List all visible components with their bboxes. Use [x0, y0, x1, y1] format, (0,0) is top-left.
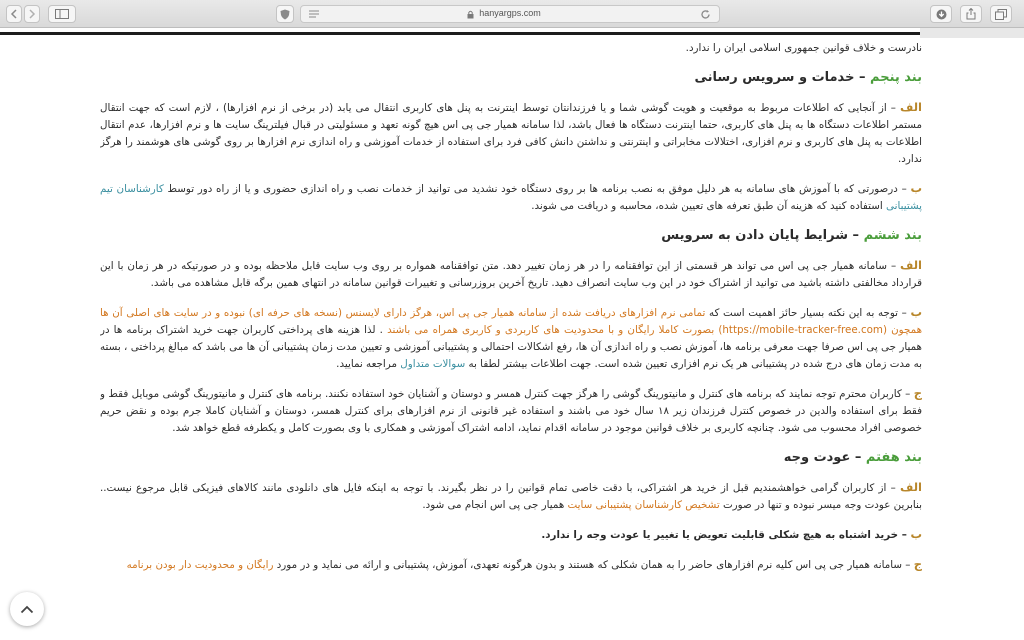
terms-article — [100, 40, 922, 640]
sidebar-button[interactable] — [48, 5, 76, 23]
item-text: کاربران محترم توجه نمایند که برنامه های کنترل و مانیتورینگ گوشی را هرگز جهت کنترل همسر و دوستان و آشنایان خود استفاده نکنند. برنامه های کنترل و مانیتورینگ گوشی موبایل فقط و فقط برای استفاده والدین در خصوص کنترل فرزندان زیر ۱۸ سال خود می باشند و استفاده غیر قانونی از نرم افزارهای برای کنترل همسر، دوستان و آشنایان کاملا جرم بوده و نقض حریم خصوصی افراد محسوب می شود. چنانچه کاربری بر خلاف قوانین موجود در سامانه اقدام نماید، ادامه اشتراک آموزشی و همکاری با وی بصورت کامل و یکطرفه قطع خواهد شد. — [100, 388, 922, 434]
item-text: از آنجایی که اطلاعات مربوط به موقعیت و هویت گوشی شما و یا فرزندانتان توسط اینترنت به پنل های کاربری انتقال می یابد (در برخی از نرم افزارها) ، لازم است که جهت انتقال مستمر اطلاعات دستگاه ها به پنل های کاربری، حتما اینترنت دستگاه ها فعال باشد، لذا سامانه همیار جی پی اس هیچ گونه تعهد و مسئولیتی در قبال فیلترینگ سایت ها و نرم افزارها، عدم انتقال اطلاعات به پنل های کاربری و نرم افزاری، اختلالات مخابراتی و اینترنتی و نداشتن دانش کافی فرد برای استفاده از خدمات آموزشی و راه اندازی نرم افزارها بر روی گوشی های هوشمند را هرگز ندارد. — [100, 102, 922, 165]
item-label: الف — [900, 480, 922, 494]
item-dash: – — [901, 388, 911, 400]
item-text: خرید اشتباه به هیچ شکلی قابلیت تعویض یا تغییر یا عودت وجه را ندارد. — [541, 529, 899, 541]
sidebar-icon — [55, 9, 69, 19]
header-side-strip — [920, 28, 1024, 38]
download-icon — [936, 9, 947, 20]
section-7-item-c — [100, 556, 922, 574]
section-5-heading — [100, 69, 922, 87]
item-text: درصورتی که با آموزش های سامانه به هر دلیل موفق به نصب برنامه ها بر روی دستگاه خود نشدید می توانید از خدمات نصب و راه اندازی حضوری و یا از راه دور توسط — [163, 183, 898, 195]
scroll-to-top-button[interactable] — [10, 592, 44, 626]
item-text: . لذا هزینه های پرداختی کاربران جهت خرید اشتراک برنامه ها در همیار جی پی اس صرفا جهت معرفی برنامه ها، آموزش نصب و راه اندازی آن ها، رفع اشکالات احتمالی و پشتیبانی آموزشی و تعیین مدت زمان پشتیبانی آن ها می باشد که مبالغ پرداختی ، بسته به مدت زمان های درج شده در پشتیبانی هر یک نرم افزاری تعیین شده است. جهت اطلاعات بیشتر لطفا به — [100, 324, 922, 370]
section-6-heading — [100, 227, 922, 245]
section-6-item-c — [100, 385, 922, 437]
share-icon — [966, 8, 976, 20]
section-5-item-b — [100, 180, 922, 215]
address-bar[interactable] — [300, 5, 720, 23]
item-dash: – — [898, 529, 907, 541]
item-label: ب — [910, 527, 922, 541]
item-dash: – — [886, 102, 896, 114]
tabs-icon — [995, 9, 1007, 20]
item-label: الف — [900, 100, 922, 114]
download-button[interactable] — [930, 5, 952, 23]
section-6-item-a — [100, 257, 922, 292]
privacy-button[interactable] — [276, 5, 294, 23]
item-label: ب — [910, 305, 922, 319]
url-text: hanyargps.com — [479, 8, 541, 18]
forward-button[interactable] — [24, 5, 40, 23]
chevron-up-icon — [20, 605, 34, 614]
item-label: ج — [913, 386, 922, 400]
item-label: ج — [913, 557, 922, 571]
section-6-title: شرایط پایان دادن به سرویس — [661, 228, 848, 243]
section-5-label: بند پنجم — [870, 70, 922, 85]
reload-icon[interactable] — [700, 9, 711, 20]
item-text: سامانه همیار جی پی اس می تواند هر قسمتی از این توافقنامه را در هر زمان تغییر دهد. متن توافقنامه همواره بر روی وب سایت قابل ملاحظه بوده و در صورتیکه در هر زمان با این قرارداد مخالفتی داشته باشید می توانید از اشتراک خود در این وب سایت انصراف دهید. تاریخ آخرین بروزرسانی و تغییرات قوانین سامانه در انتهای همین برگه قابل مشاهده می باشد. — [100, 260, 922, 289]
section-dash: – — [848, 228, 860, 243]
section-6-label: بند ششم — [863, 228, 922, 243]
chevron-right-icon — [28, 9, 36, 19]
item-text: مراجعه نمایید. — [336, 358, 397, 370]
section-7-label: بند هفتم — [865, 450, 922, 465]
section-7-item-b — [100, 526, 922, 544]
item-text: همیار جی پی اس انجام می شود. — [422, 499, 565, 511]
item-text: از کاربران گرامی خواهشمندیم قبل از خرید هر اشتراکی، با دقت خاصی تمام قوانین را در نظر بگیرند. با توجه به اینکه فایل های دانلودی مانند کالاهای فیزیکی قابل مرجوع نیست.. بنابرین عودت وجه میسر نبوده و تنها در صورت — [100, 482, 922, 511]
section-7-heading — [100, 449, 922, 467]
privacy-shield-icon — [280, 9, 290, 20]
section-5-title: خدمات و سرویس رسانی — [694, 70, 855, 85]
section-7-title: عودت وجه — [783, 450, 851, 465]
support-experts-link[interactable]: تشخیص کارشناسان پشتیبانی سایت — [567, 499, 720, 511]
faq-link[interactable]: سوالات متداول — [400, 358, 466, 370]
article-top-line: نادرست و خلاف قوانین جمهوری اسلامی ایران را ندارد. — [685, 42, 922, 54]
item-text: توجه به این نکته بسیار حائز اهمیت است که — [705, 307, 899, 319]
support-team-link[interactable]: کارشناسان تیم پشتیبانی — [100, 183, 922, 212]
item-text: سامانه همیار جی پی اس کلیه نرم افزارهای حاضر را به همان شکلی که هستند و بدون هرگونه تعهدی، آموزش، پشتیبانی و ارائه می نماید و در مورد — [273, 559, 902, 571]
chevron-left-icon — [10, 9, 18, 19]
section-5-item-a — [100, 99, 922, 168]
item-text: استفاده کنید که هزینه آن طبق تعرفه های تعیین شده، محاسبه و دریافت می شوند. — [531, 200, 883, 212]
item-dash: – — [898, 307, 907, 319]
item-dash: – — [886, 482, 896, 494]
item-dash: – — [897, 183, 907, 195]
page-header-strip — [0, 28, 1024, 40]
license-notice-highlight: تمامی نرم افزارهای دریافت شده از سامانه همیار جی پی اس، هرگز دارای لایسنس (نسخه های حرفه ای) نبوده و در سایت های اصلی آن ها همچون (https://mobile-tracker-free.com) بصورت کاملا رایگان و با محدودیت های کاربردی و کاربری همراه می باشند — [100, 307, 922, 336]
free-limited-highlight: رایگان و محدودیت دار بودن برنامه — [126, 559, 274, 571]
item-label: ب — [910, 181, 922, 195]
section-dash: – — [854, 70, 866, 85]
browser-toolbar — [0, 0, 1024, 28]
header-divider — [0, 32, 1024, 35]
item-dash: – — [902, 559, 911, 571]
share-button[interactable] — [960, 5, 982, 23]
section-6-item-b — [100, 304, 922, 373]
section-dash: – — [850, 450, 862, 465]
section-7-item-a — [100, 479, 922, 514]
item-label: الف — [900, 258, 922, 272]
item-dash: – — [887, 260, 897, 272]
back-button[interactable] — [6, 5, 22, 23]
tabs-button[interactable] — [990, 5, 1012, 23]
